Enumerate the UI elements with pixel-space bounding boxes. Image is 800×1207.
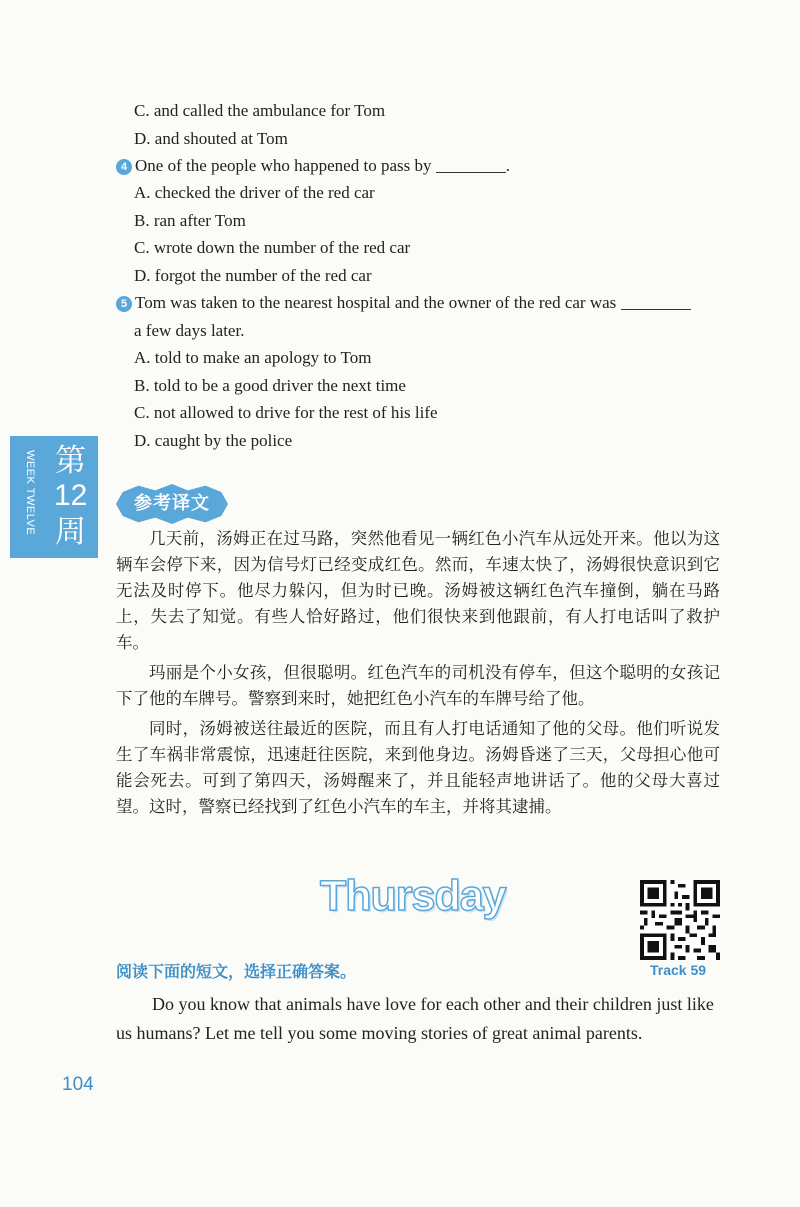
reading-instruction: 阅读下面的短文，选择正确答案。 xyxy=(116,962,357,981)
q5-number-icon: 5 xyxy=(116,296,132,312)
translation-paragraph: 同时，汤姆被送往最近的医院，而且有人打电话通知了他的父母。他们听说发生了车祸非常震惊，迅速赶往医院，来到他身边。汤姆昏迷了三天，父母担心他可能会死去。可到了第四天，汤姆醒来了，并且能轻声地讲话了。他的父母大喜过望。这时，警察已经找到了红色小汽车的车主，并将其逮捕。 xyxy=(116,719,720,816)
q3-option-d: D. and shouted at Tom xyxy=(134,129,288,148)
q4-option-c: C. wrote down the number of the red car xyxy=(134,238,411,257)
q5-stem xyxy=(116,292,691,314)
week-english-label: WEEK TWELVE xyxy=(24,450,36,536)
translation-badge-label: 参考译文 xyxy=(134,493,210,514)
q5-option-a: A. told to make an apology to Tom xyxy=(134,348,372,367)
q4-number-icon: 4 xyxy=(116,159,132,175)
q5-option-d: D. caught by the police xyxy=(134,431,293,450)
q4-text: One of the people who happened to pass by xyxy=(135,156,432,175)
track-label: Track 59 xyxy=(650,962,707,978)
q5-option-c: C. not allowed to drive for the rest of his life xyxy=(134,403,438,422)
q4-blank xyxy=(436,158,506,173)
q4-option-d: D. forgot the number of the red car xyxy=(134,266,372,285)
q5-option-b: B. told to be a good driver the next time xyxy=(134,376,406,395)
week-number: 12 xyxy=(54,479,88,512)
q4-option-a: A. checked the driver of the red car xyxy=(134,183,375,202)
page-number: 104 xyxy=(62,1074,94,1095)
week-di-label: 第 xyxy=(55,443,86,479)
section-title: Thursday xyxy=(320,872,506,920)
translation-paragraph: 几天前，汤姆正在过马路，突然他看见一辆红色小汽车从远处开来。他以为这辆车会停下来，因为信号灯已经变成红色。然而，车速太快了，汤姆很快意识到它无法及时停下。他尽力躲闪，但为时已晚。汤姆被这辆红色汽车撞倒，躺在马路上，失去了知觉。有些人恰好路过，他们很快来到他跟前，有人打电话叫了救护车。 xyxy=(116,529,720,652)
q4-stem xyxy=(116,155,510,177)
week-zhou-label: 周 xyxy=(55,514,86,550)
q5-text-cont: a few days later. xyxy=(134,321,245,340)
q4-end: . xyxy=(505,156,510,175)
translation-paragraph: 玛丽是个小女孩，但很聪明。红色汽车的司机没有停车，但这个聪明的女孩记下了他的车牌号。警察到来时，她把红色小汽车的车牌号给了他。 xyxy=(116,663,720,708)
q5-text: Tom was taken to the nearest hospital and the owner of the red car was xyxy=(135,293,617,312)
qr-code-icon xyxy=(640,880,720,960)
q5-blank xyxy=(621,295,691,310)
passage-text: Do you know that animals have love for each other and their children just like us humans? Let me tell you some moving stories of great animal parents. xyxy=(116,994,714,1043)
q4-option-b: B. ran after Tom xyxy=(134,211,246,230)
q3-option-c: C. and called the ambulance for Tom xyxy=(134,101,386,120)
